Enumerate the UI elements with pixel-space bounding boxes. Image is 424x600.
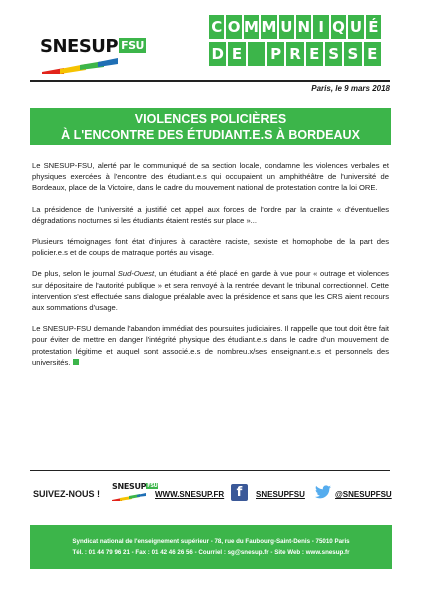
date-line: Paris, le 9 mars 2018 (311, 84, 390, 93)
twitter-link[interactable]: @SNESUPFSU (335, 490, 392, 499)
press-letter: U (348, 15, 363, 39)
press-letter: I (313, 15, 328, 39)
facebook-icon[interactable]: f (231, 484, 248, 501)
press-letter: C (209, 15, 224, 39)
snesup-logo (40, 26, 144, 76)
twitter-icon[interactable] (315, 485, 331, 499)
header-divider (30, 80, 390, 82)
facebook-link[interactable]: SNESUPFSU (256, 490, 305, 499)
address-line-2: Tél. : 01 44 79 96 21 - Fax : 01 42 46 26 56 - Courriel : sg@snesup.fr - Site Web : www.snesup.fr (72, 549, 350, 556)
footer-logo-wordmark: $SNESUP^{FSU}$ (112, 482, 158, 491)
newspaper-name: Sud-Ouest (117, 269, 155, 279)
press-letter: O (226, 15, 241, 39)
paragraph-5-text: Le SNESUP-FSU demande l'abandon immédiat des poursuites judiciaires. Il rappelle que tout doit être fait pour éviter de mettre en danger l'intégrité physique des étudiant.e.s dans le cadre d'un mouvement de protestation légitime et auquel sont associé.e.s de nombreu.x/ses enseignant.e.s et personnels des universités. (32, 324, 389, 367)
logo-wordmark: SNESUP FSU (40, 36, 144, 57)
paragraph-4-text-cont: , un étudiant a été placé en garde à vue pour « outrage et violences sur dépositaire de l'autorité publique » et sera renvoyé à la rentrée devant le tribunal correctionnel. Cette intervention s'est effectuée sans dialogue préalable avec la présidence et sans que les CRS aient recours aux sommations d'usage. (32, 269, 389, 313)
press-row-1 (209, 15, 381, 39)
press-letter: Q (331, 15, 346, 39)
press-letter: E (364, 42, 381, 66)
footer-logo-fsu-badge: FSU (147, 483, 158, 489)
address-bar (30, 525, 392, 569)
title-line-1: VIOLENCES POLICIÈRES (134, 112, 287, 126)
press-letter: R (286, 42, 303, 66)
footer-divider (30, 470, 390, 471)
press-letter: D (209, 42, 226, 66)
end-mark-icon (73, 359, 79, 365)
press-letter: P (267, 42, 284, 66)
press-row-2 (209, 42, 381, 66)
press-letter: M (244, 15, 259, 39)
press-letter: E (228, 42, 245, 66)
paragraph-4 (32, 268, 389, 313)
logo-fsu-badge: FSU (121, 39, 144, 52)
paragraph-5 (32, 323, 389, 368)
press-title (30, 108, 391, 145)
press-letter: S (325, 42, 342, 66)
press-letter (248, 42, 265, 66)
press-body (32, 160, 389, 378)
paragraph-4-text: De plus, selon le journal (32, 269, 118, 279)
press-letter: N (296, 15, 311, 39)
follow-us-label: SUIVEZ-NOUS ! (33, 489, 101, 499)
press-letter: E (306, 42, 323, 66)
title-line-2: À L'ENCONTRE DES ÉTUDIANT.E.S À BORDEAUX (61, 128, 360, 142)
footer-snesup-logo (110, 480, 158, 506)
paragraph-2: La présidence de l'université a justifié cet appel aux forces de l'ordre par la crainte « d'éventuelles dégradations nocturnes si les étudiants étaient restés sur place »... (32, 204, 389, 225)
communique-de-presse-banner (209, 15, 381, 69)
press-letter: É (366, 15, 381, 39)
press-letter: M (261, 15, 276, 39)
logo-color-bars-icon (42, 58, 118, 74)
press-letter: U (279, 15, 294, 39)
press-letter: S (344, 42, 361, 66)
website-link[interactable]: WWW.SNESUP.FR (155, 490, 225, 499)
paragraph-3: Plusieurs témoignages font état d'injures à caractère raciste, sexiste et homophobe de la part des policier.e.s et de coups de matraque portés au visage. (32, 237, 389, 258)
address-line-1: Syndicat national de l'enseignement supérieur - 78, rue du Faubourg-Saint-Denis - 75010 Paris (72, 538, 350, 545)
paragraph-1: Le SNESUP-FSU, alerté par le communiqué de sa section locale, condamne les violences verbales et physiques exercées à l'encontre des étudiant.e.s qui occupaient un amphithéâtre de l'université de Bordeaux, place de la Victoire, dans le cadre du mouvement national de protestation contre la loi ORE. (32, 161, 389, 193)
footer-logo-bars-icon (112, 493, 146, 501)
